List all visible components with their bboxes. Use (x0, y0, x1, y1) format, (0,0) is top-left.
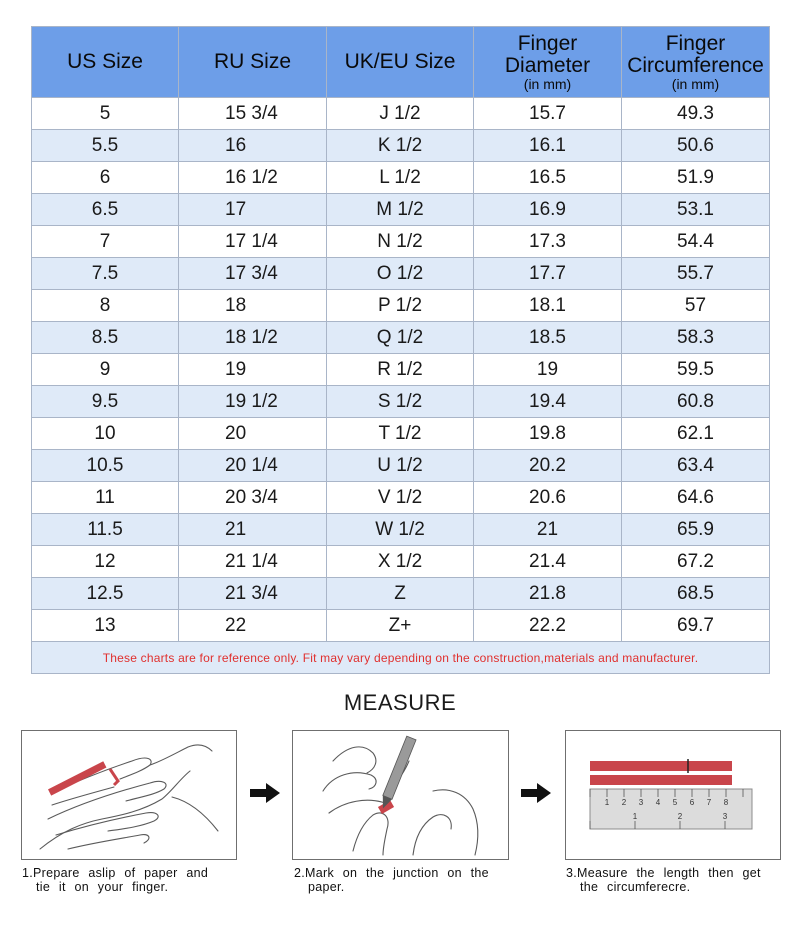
measure-title: MEASURE (343, 690, 457, 715)
header-us-size: US Size (32, 27, 179, 98)
cell-finger-circumference: 63.4 (622, 450, 770, 482)
cell-finger-diameter: 21.8 (474, 578, 622, 610)
cell-finger-diameter: 20.6 (474, 482, 622, 514)
cell-finger-diameter: 19 (474, 354, 622, 386)
ruler-tick-label: 5 (672, 798, 678, 807)
cell-finger-diameter: 17.7 (474, 258, 622, 290)
table-row (32, 514, 770, 546)
header-ukeu-size: UK/EU Size (327, 27, 474, 98)
ruler-tick-label: 2 (677, 812, 683, 821)
table-row (32, 322, 770, 354)
cell-ru-size: 17 3/4 (179, 258, 327, 290)
ruler-tick-label: 4 (655, 798, 661, 807)
cell-finger-diameter: 18.5 (474, 322, 622, 354)
cell-ukeu-size: Z (327, 578, 474, 610)
cell-finger-diameter: 20.2 (474, 450, 622, 482)
cell-us-size: 11 (32, 482, 179, 514)
cell-ukeu-size: V 1/2 (327, 482, 474, 514)
table-row (32, 98, 770, 130)
cell-finger-circumference: 50.6 (622, 130, 770, 162)
cell-ukeu-size: P 1/2 (327, 290, 474, 322)
table-footnote-row (32, 642, 770, 674)
cell-ukeu-size: L 1/2 (327, 162, 474, 194)
table-row (32, 450, 770, 482)
cell-ru-size: 19 (179, 354, 327, 386)
ruler-tick-label: 8 (723, 798, 729, 807)
cell-us-size: 5.5 (32, 130, 179, 162)
header-unit: (in mm) (523, 76, 572, 92)
hand-marking-pen-icon (293, 731, 508, 859)
cell-finger-diameter: 16.9 (474, 194, 622, 226)
cell-finger-circumference: 57 (622, 290, 770, 322)
cell-ukeu-size: K 1/2 (327, 130, 474, 162)
cell-finger-circumference: 55.7 (622, 258, 770, 290)
cell-ru-size: 21 3/4 (179, 578, 327, 610)
cell-ukeu-size: W 1/2 (327, 514, 474, 546)
header-unit: (in mm) (671, 76, 720, 92)
cell-finger-diameter: 22.2 (474, 610, 622, 642)
cell-us-size: 9 (32, 354, 179, 386)
table-row (32, 482, 770, 514)
cell-ru-size: 18 (179, 290, 327, 322)
step-2-caption: 2.Mark on the junction on the paper. (294, 866, 489, 894)
table-row (32, 578, 770, 610)
table-row (32, 610, 770, 642)
table-row (32, 546, 770, 578)
table-header-row (32, 27, 770, 98)
cell-ukeu-size: U 1/2 (327, 450, 474, 482)
cell-finger-diameter: 17.3 (474, 226, 622, 258)
step-2-panel (292, 730, 509, 860)
cell-us-size: 12.5 (32, 578, 179, 610)
cell-finger-circumference: 60.8 (622, 386, 770, 418)
ruler-tick-label: 3 (638, 798, 644, 807)
header-finger-diameter: Finger Diameter (in mm) (474, 27, 622, 98)
ruler-tick-label: 3 (722, 812, 728, 821)
cell-ru-size: 16 (179, 130, 327, 162)
cell-us-size: 8 (32, 290, 179, 322)
cell-finger-circumference: 59.5 (622, 354, 770, 386)
cell-ukeu-size: M 1/2 (327, 194, 474, 226)
cell-finger-circumference: 53.1 (622, 194, 770, 226)
cell-us-size: 10 (32, 418, 179, 450)
cell-finger-diameter: 15.7 (474, 98, 622, 130)
cell-finger-diameter: 21.4 (474, 546, 622, 578)
arrow-right-icon (521, 783, 551, 803)
ruler-tick-label: 1 (632, 812, 638, 821)
ring-size-table (31, 26, 770, 674)
cell-us-size: 7 (32, 226, 179, 258)
cell-finger-circumference: 68.5 (622, 578, 770, 610)
cell-ukeu-size: Q 1/2 (327, 322, 474, 354)
cell-finger-circumference: 67.2 (622, 546, 770, 578)
cell-us-size: 5 (32, 98, 179, 130)
step-3-caption: 3.Measure the length then get the circumferecre. (566, 866, 761, 894)
cell-finger-diameter: 16.1 (474, 130, 622, 162)
cell-finger-diameter: 16.5 (474, 162, 622, 194)
cell-us-size: 13 (32, 610, 179, 642)
cell-finger-diameter: 21 (474, 514, 622, 546)
cell-ru-size: 17 1/4 (179, 226, 327, 258)
ruler-tick-label: 6 (689, 798, 695, 807)
arrow-right-icon (250, 783, 280, 803)
header-finger-circumference: Finger Circumference (in mm) (622, 27, 770, 98)
cell-ukeu-size: T 1/2 (327, 418, 474, 450)
cell-finger-circumference: 65.9 (622, 514, 770, 546)
cell-ukeu-size: S 1/2 (327, 386, 474, 418)
cell-finger-circumference: 69.7 (622, 610, 770, 642)
table-row (32, 354, 770, 386)
cell-ru-size: 22 (179, 610, 327, 642)
table-row (32, 418, 770, 450)
cell-finger-circumference: 51.9 (622, 162, 770, 194)
ruler-with-strips-icon (566, 731, 780, 859)
cell-finger-circumference: 64.6 (622, 482, 770, 514)
ruler-tick-label: 2 (621, 798, 627, 807)
cell-us-size: 6.5 (32, 194, 179, 226)
cell-us-size: 11.5 (32, 514, 179, 546)
cell-finger-diameter: 19.8 (474, 418, 622, 450)
table-footnote: These charts are for reference only. Fit may vary depending on the construction,materials and manufacturer. (32, 642, 770, 674)
table-row (32, 130, 770, 162)
cell-ukeu-size: N 1/2 (327, 226, 474, 258)
table-row (32, 194, 770, 226)
header-ru-size: RU Size (179, 27, 327, 98)
table-row (32, 162, 770, 194)
cell-ukeu-size: R 1/2 (327, 354, 474, 386)
cell-finger-circumference: 49.3 (622, 98, 770, 130)
cell-finger-circumference: 62.1 (622, 418, 770, 450)
cell-ru-size: 18 1/2 (179, 322, 327, 354)
table-row (32, 258, 770, 290)
cell-finger-diameter: 19.4 (474, 386, 622, 418)
step-1-caption: 1.Prepare aslip of paper and tie it on your finger. (22, 866, 209, 894)
cell-ru-size: 17 (179, 194, 327, 226)
cell-finger-circumference: 58.3 (622, 322, 770, 354)
cell-ru-size: 20 1/4 (179, 450, 327, 482)
step-1-panel (21, 730, 237, 860)
cell-us-size: 12 (32, 546, 179, 578)
cell-ru-size: 15 3/4 (179, 98, 327, 130)
cell-ukeu-size: J 1/2 (327, 98, 474, 130)
cell-ru-size: 16 1/2 (179, 162, 327, 194)
cell-us-size: 8.5 (32, 322, 179, 354)
cell-us-size: 7.5 (32, 258, 179, 290)
cell-ukeu-size: X 1/2 (327, 546, 474, 578)
ruler-tick-label: 1 (604, 798, 610, 807)
cell-ru-size: 21 (179, 514, 327, 546)
cell-ukeu-size: O 1/2 (327, 258, 474, 290)
cell-us-size: 9.5 (32, 386, 179, 418)
cell-us-size: 10.5 (32, 450, 179, 482)
cell-finger-circumference: 54.4 (622, 226, 770, 258)
cell-finger-diameter: 18.1 (474, 290, 622, 322)
cell-us-size: 6 (32, 162, 179, 194)
table-row (32, 386, 770, 418)
cell-ru-size: 21 1/4 (179, 546, 327, 578)
step-3-panel (565, 730, 781, 860)
table-row (32, 226, 770, 258)
cell-ru-size: 20 3/4 (179, 482, 327, 514)
ruler-tick-label: 7 (706, 798, 712, 807)
cell-ukeu-size: Z+ (327, 610, 474, 642)
table-row (32, 290, 770, 322)
cell-ru-size: 19 1/2 (179, 386, 327, 418)
cell-ru-size: 20 (179, 418, 327, 450)
hand-with-paper-icon (22, 731, 236, 859)
